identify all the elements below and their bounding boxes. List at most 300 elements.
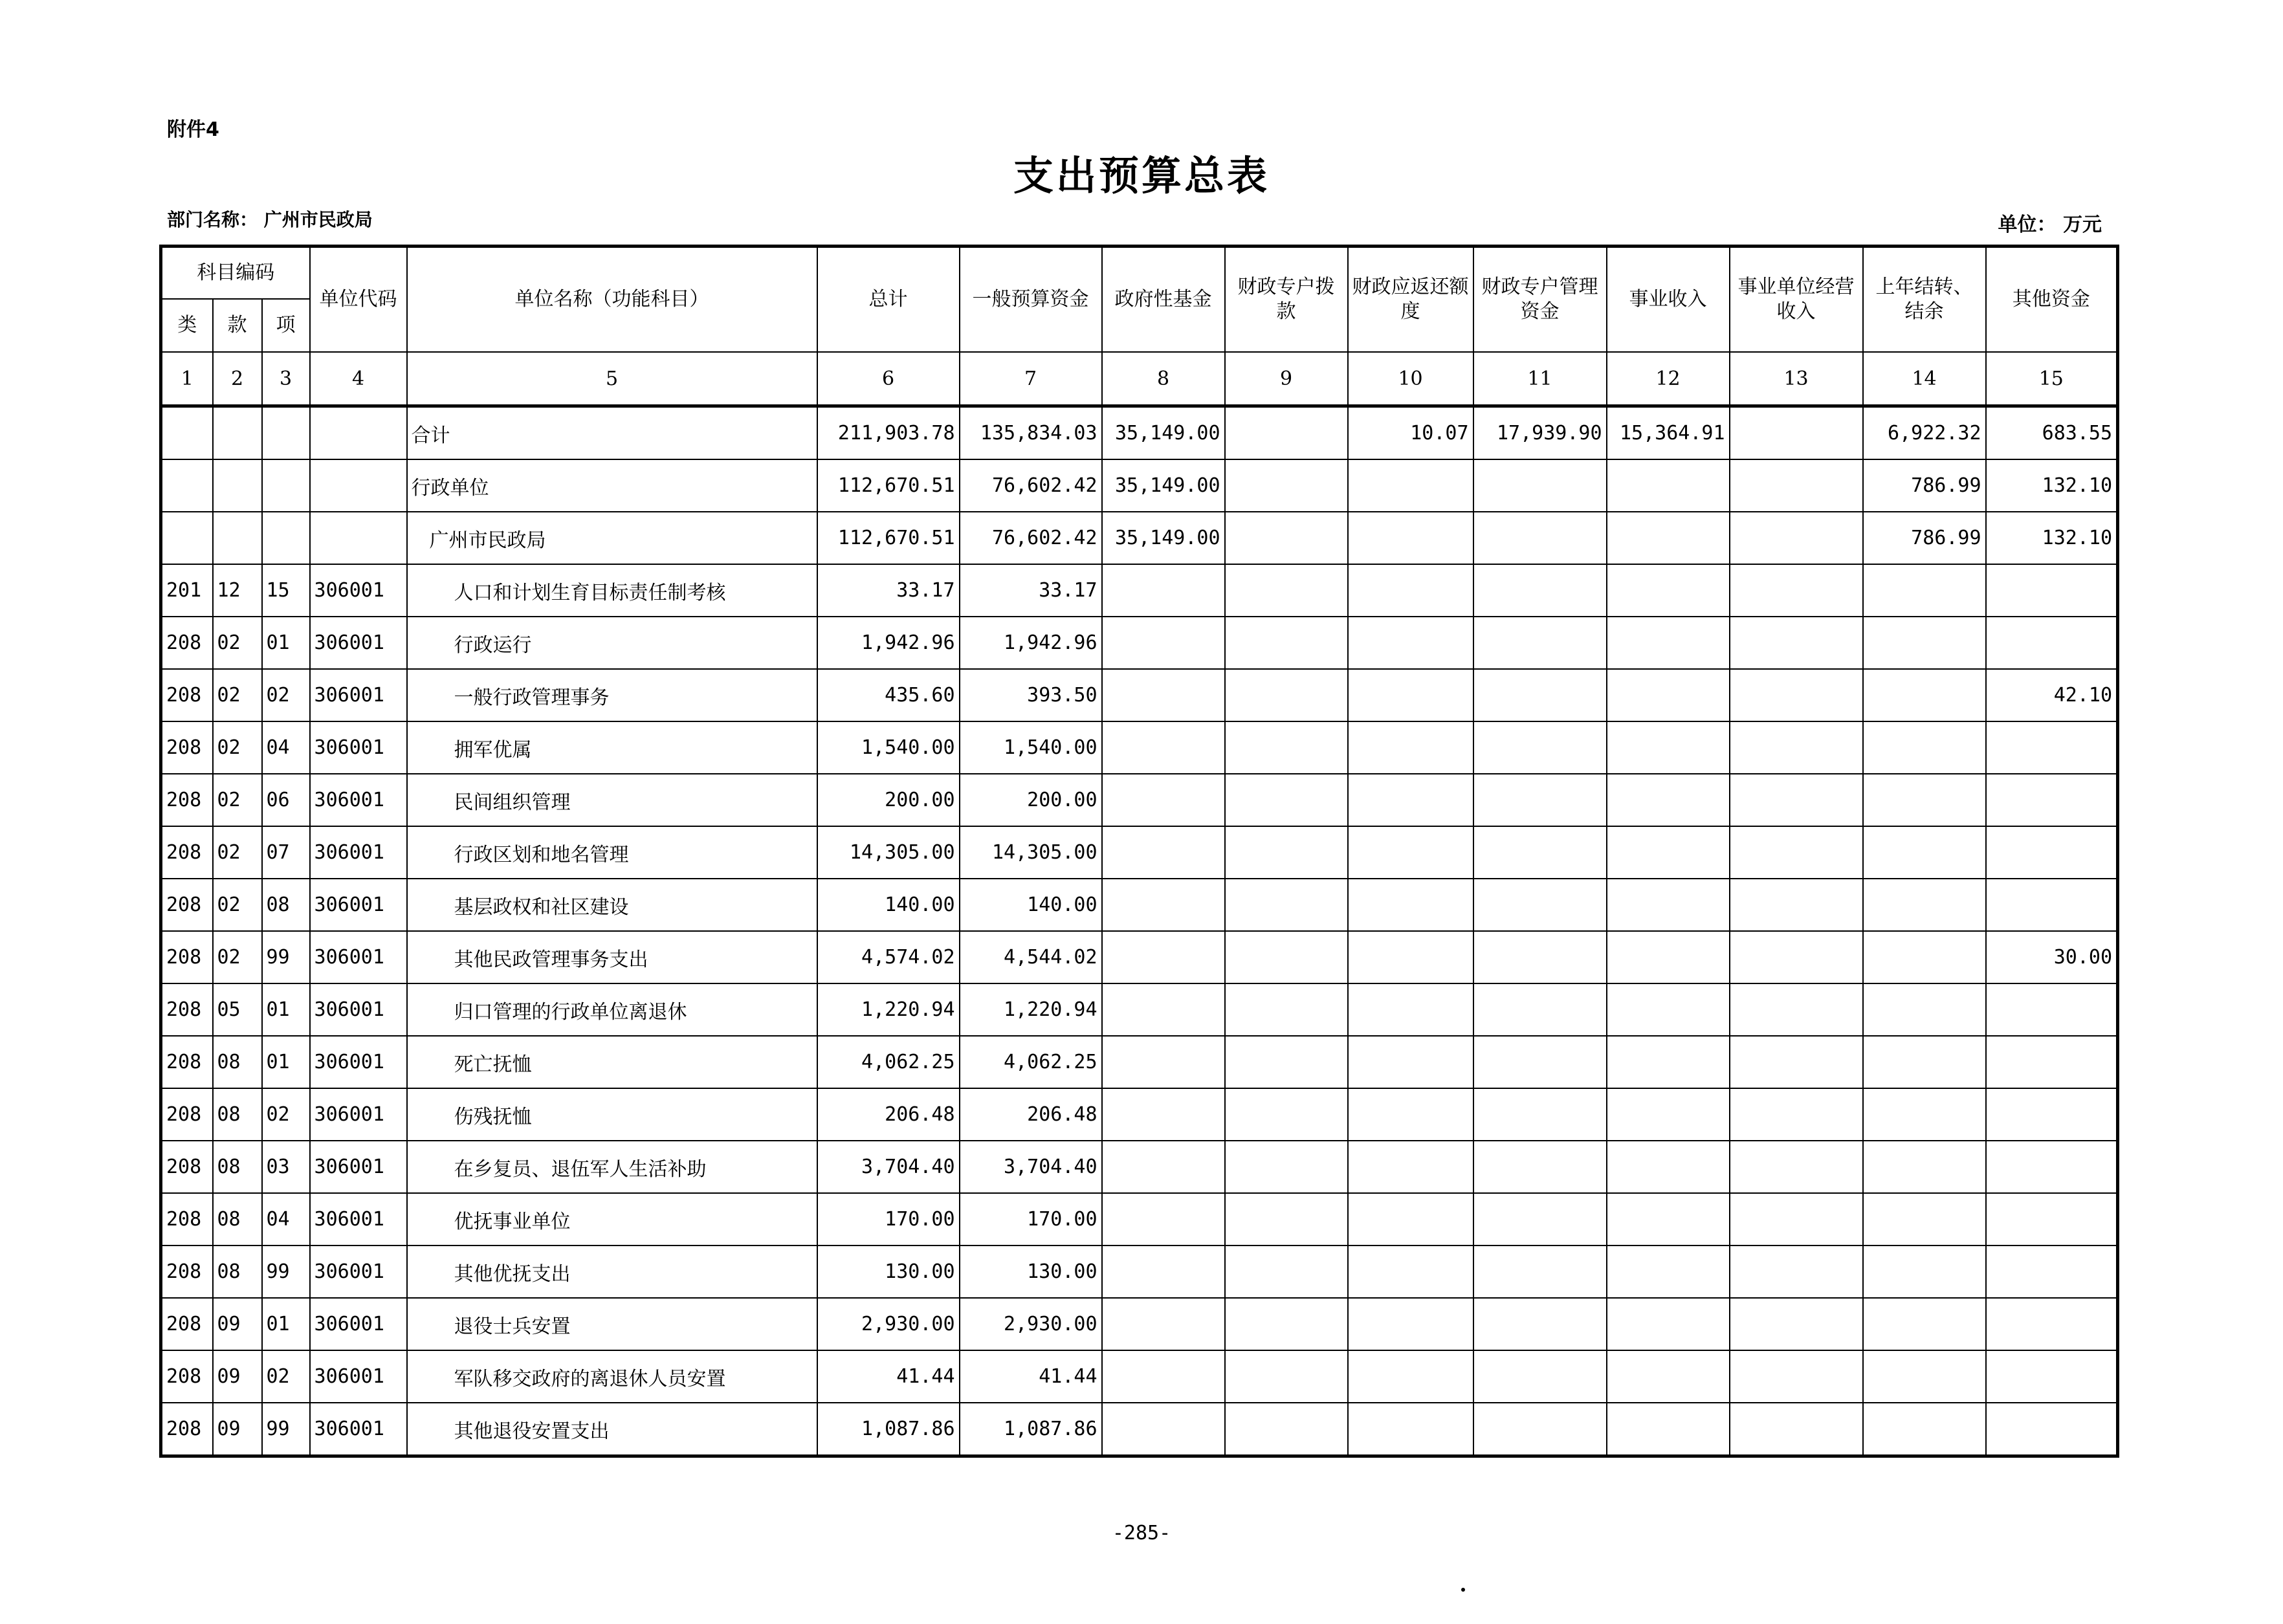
cell-fiscal-special-mgmt	[1473, 1298, 1607, 1350]
cell-operating-income	[1730, 879, 1863, 931]
cell-carryover	[1863, 1403, 1986, 1456]
cell-fiscal-special	[1225, 1193, 1348, 1245]
cell-fiscal-special-mgmt	[1473, 669, 1607, 721]
cell-kuan: 02	[213, 617, 262, 669]
table-row	[161, 564, 2118, 617]
cell-carryover: 786.99	[1863, 512, 1986, 564]
cell-total: 200.00	[817, 774, 960, 826]
cell-general-budget: 393.50	[960, 669, 1102, 721]
cell-other-funds: 132.10	[1986, 459, 2118, 512]
cell-xiang: 02	[262, 1350, 310, 1403]
cell-carryover	[1863, 669, 1986, 721]
cell-general-budget: 2,930.00	[960, 1298, 1102, 1350]
cell-other-funds	[1986, 1298, 2118, 1350]
cell-business-income	[1607, 879, 1730, 931]
cell-carryover	[1863, 564, 1986, 617]
cell-operating-income	[1730, 721, 1863, 774]
cell-general-budget: 206.48	[960, 1088, 1102, 1141]
cell-operating-income	[1730, 1298, 1863, 1350]
cell-gov-fund	[1102, 1245, 1225, 1298]
cell-business-income	[1607, 1141, 1730, 1193]
table-row	[161, 721, 2118, 774]
cell-lei: 208	[161, 931, 213, 983]
cell-lei	[161, 512, 213, 564]
cell-xiang	[262, 459, 310, 512]
cell-operating-income	[1730, 1141, 1863, 1193]
cell-general-budget: 140.00	[960, 879, 1102, 931]
cell-xiang: 06	[262, 774, 310, 826]
page-number: -285-	[1112, 1522, 1171, 1544]
table-row	[161, 617, 2118, 669]
cell-business-income	[1607, 1350, 1730, 1403]
table-body	[161, 406, 2118, 1456]
cell-xiang: 04	[262, 721, 310, 774]
column-index: 9	[1225, 352, 1348, 406]
cell-fiscal-special-mgmt	[1473, 879, 1607, 931]
cell-total: 112,670.51	[817, 512, 960, 564]
cell-unit-name: 优抚事业单位	[407, 1193, 817, 1245]
cell-fiscal-special-mgmt	[1473, 617, 1607, 669]
column-index-row	[161, 352, 2118, 406]
cell-lei: 208	[161, 1403, 213, 1456]
cell-gov-fund	[1102, 669, 1225, 721]
cell-other-funds	[1986, 1141, 2118, 1193]
cell-other-funds	[1986, 721, 2118, 774]
cell-general-budget: 200.00	[960, 774, 1102, 826]
cell-carryover	[1863, 1193, 1986, 1245]
cell-other-funds	[1986, 774, 2118, 826]
header-gov-fund: 政府性基金	[1102, 247, 1225, 353]
column-index: 4	[310, 352, 407, 406]
cell-gov-fund	[1102, 1403, 1225, 1456]
cell-unit-code: 306001	[310, 1141, 407, 1193]
cell-gov-fund	[1102, 1036, 1225, 1088]
cell-fiscal-special-mgmt	[1473, 983, 1607, 1036]
cell-fiscal-special-mgmt	[1473, 1036, 1607, 1088]
cell-lei: 208	[161, 1193, 213, 1245]
cell-kuan: 05	[213, 983, 262, 1036]
cell-business-income	[1607, 826, 1730, 879]
header-business-income: 事业收入	[1607, 247, 1730, 353]
cell-other-funds	[1986, 617, 2118, 669]
column-index: 13	[1730, 352, 1863, 406]
cell-business-income	[1607, 564, 1730, 617]
cell-business-income	[1607, 1088, 1730, 1141]
cell-fiscal-special	[1225, 1036, 1348, 1088]
cell-unit-code: 306001	[310, 931, 407, 983]
cell-business-income	[1607, 1245, 1730, 1298]
cell-gov-fund	[1102, 564, 1225, 617]
cell-general-budget: 1,540.00	[960, 721, 1102, 774]
cell-fiscal-return	[1348, 1036, 1473, 1088]
header-lei: 类	[161, 299, 213, 352]
column-index: 15	[1986, 352, 2118, 406]
cell-fiscal-special-mgmt	[1473, 459, 1607, 512]
cell-unit-code: 306001	[310, 1245, 407, 1298]
cell-fiscal-return	[1348, 774, 1473, 826]
cell-kuan: 02	[213, 721, 262, 774]
cell-business-income	[1607, 617, 1730, 669]
column-index: 1	[161, 352, 213, 406]
cell-fiscal-return	[1348, 1403, 1473, 1456]
cell-other-funds	[1986, 1350, 2118, 1403]
header-carryover: 上年结转、结余	[1863, 247, 1986, 353]
column-index: 11	[1473, 352, 1607, 406]
cell-unit-code	[310, 406, 407, 460]
cell-other-funds	[1986, 1088, 2118, 1141]
cell-total: 1,942.96	[817, 617, 960, 669]
cell-fiscal-return	[1348, 617, 1473, 669]
cell-lei: 208	[161, 617, 213, 669]
cell-total: 140.00	[817, 879, 960, 931]
cell-kuan: 02	[213, 931, 262, 983]
table-row	[161, 512, 2118, 564]
cell-unit-code: 306001	[310, 774, 407, 826]
table-row	[161, 459, 2118, 512]
cell-fiscal-return	[1348, 564, 1473, 617]
cell-gov-fund	[1102, 617, 1225, 669]
cell-gov-fund	[1102, 774, 1225, 826]
cell-unit-code: 306001	[310, 983, 407, 1036]
cell-fiscal-special	[1225, 879, 1348, 931]
cell-business-income	[1607, 459, 1730, 512]
cell-gov-fund	[1102, 983, 1225, 1036]
cell-unit-code: 306001	[310, 721, 407, 774]
cell-kuan: 08	[213, 1088, 262, 1141]
cell-lei: 208	[161, 721, 213, 774]
cell-general-budget: 170.00	[960, 1193, 1102, 1245]
cell-lei: 208	[161, 1245, 213, 1298]
cell-carryover	[1863, 721, 1986, 774]
cell-other-funds	[1986, 826, 2118, 879]
cell-fiscal-special	[1225, 774, 1348, 826]
cell-unit-name: 行政单位	[407, 459, 817, 512]
cell-lei: 208	[161, 1350, 213, 1403]
cell-other-funds	[1986, 1403, 2118, 1456]
cell-carryover	[1863, 1245, 1986, 1298]
cell-xiang: 01	[262, 983, 310, 1036]
cell-unit-code	[310, 512, 407, 564]
cell-total: 211,903.78	[817, 406, 960, 460]
table-row	[161, 1036, 2118, 1088]
cell-unit-name: 死亡抚恤	[407, 1036, 817, 1088]
cell-fiscal-special-mgmt	[1473, 774, 1607, 826]
table-row	[161, 826, 2118, 879]
cell-business-income	[1607, 1298, 1730, 1350]
cell-fiscal-return	[1348, 931, 1473, 983]
cell-fiscal-special-mgmt	[1473, 1141, 1607, 1193]
cell-xiang	[262, 406, 310, 460]
cell-operating-income	[1730, 983, 1863, 1036]
cell-xiang: 01	[262, 1036, 310, 1088]
header-kuan: 款	[213, 299, 262, 352]
cell-fiscal-return	[1348, 1193, 1473, 1245]
cell-business-income	[1607, 1036, 1730, 1088]
department-label: 部门名称： 广州市民政局	[167, 209, 373, 230]
cell-fiscal-special	[1225, 1245, 1348, 1298]
cell-fiscal-special	[1225, 1403, 1348, 1456]
cell-business-income	[1607, 1193, 1730, 1245]
cell-gov-fund	[1102, 1350, 1225, 1403]
cell-general-budget: 33.17	[960, 564, 1102, 617]
cell-fiscal-special-mgmt	[1473, 564, 1607, 617]
cell-fiscal-special	[1225, 1350, 1348, 1403]
column-index: 7	[960, 352, 1102, 406]
cell-gov-fund: 35,149.00	[1102, 459, 1225, 512]
cell-lei: 208	[161, 1298, 213, 1350]
cell-business-income	[1607, 774, 1730, 826]
cell-kuan: 02	[213, 879, 262, 931]
cell-kuan	[213, 512, 262, 564]
cell-fiscal-special-mgmt	[1473, 1193, 1607, 1245]
cell-total: 1,220.94	[817, 983, 960, 1036]
header-unit-code: 单位代码	[310, 247, 407, 353]
cell-xiang: 01	[262, 1298, 310, 1350]
header-subject-code: 科目编码	[161, 247, 310, 300]
cell-lei: 208	[161, 1141, 213, 1193]
cell-unit-name: 其他退役安置支出	[407, 1403, 817, 1456]
cell-lei	[161, 406, 213, 460]
cell-fiscal-special-mgmt	[1473, 512, 1607, 564]
cell-other-funds	[1986, 564, 2118, 617]
table-row	[161, 931, 2118, 983]
cell-unit-name: 人口和计划生育目标责任制考核	[407, 564, 817, 617]
cell-gov-fund	[1102, 1298, 1225, 1350]
cell-business-income	[1607, 931, 1730, 983]
table-row	[161, 1193, 2118, 1245]
cell-unit-name: 军队移交政府的离退休人员安置	[407, 1350, 817, 1403]
table-row	[161, 406, 2118, 460]
cell-general-budget: 76,602.42	[960, 459, 1102, 512]
cell-total: 14,305.00	[817, 826, 960, 879]
cell-xiang: 02	[262, 1088, 310, 1141]
table-row	[161, 1403, 2118, 1456]
cell-total: 1,087.86	[817, 1403, 960, 1456]
header-xiang: 项	[262, 299, 310, 352]
cell-unit-code: 306001	[310, 1036, 407, 1088]
column-index: 14	[1863, 352, 1986, 406]
cell-fiscal-special-mgmt	[1473, 1088, 1607, 1141]
cell-xiang: 02	[262, 669, 310, 721]
cell-carryover	[1863, 931, 1986, 983]
table-row	[161, 669, 2118, 721]
cell-fiscal-return	[1348, 1298, 1473, 1350]
cell-fiscal-return	[1348, 459, 1473, 512]
cell-fiscal-return	[1348, 1088, 1473, 1141]
cell-unit-code	[310, 459, 407, 512]
cell-xiang: 99	[262, 1403, 310, 1456]
table-row	[161, 1088, 2118, 1141]
cell-other-funds	[1986, 983, 2118, 1036]
cell-fiscal-special-mgmt: 17,939.90	[1473, 406, 1607, 460]
cell-gov-fund	[1102, 1193, 1225, 1245]
column-index: 3	[262, 352, 310, 406]
cell-business-income	[1607, 1403, 1730, 1456]
cell-fiscal-special	[1225, 1088, 1348, 1141]
cell-gov-fund	[1102, 931, 1225, 983]
cell-fiscal-return	[1348, 983, 1473, 1036]
header-fiscal-special-mgmt: 财政专户管理资金	[1473, 247, 1607, 353]
cell-other-funds	[1986, 1245, 2118, 1298]
cell-business-income	[1607, 721, 1730, 774]
cell-general-budget: 135,834.03	[960, 406, 1102, 460]
cell-general-budget: 130.00	[960, 1245, 1102, 1298]
cell-unit-name: 行政区划和地名管理	[407, 826, 817, 879]
cell-general-budget: 14,305.00	[960, 826, 1102, 879]
cell-kuan: 02	[213, 774, 262, 826]
header-other-funds: 其他资金	[1986, 247, 2118, 353]
cell-fiscal-special	[1225, 983, 1348, 1036]
table-row	[161, 1245, 2118, 1298]
cell-fiscal-return	[1348, 1245, 1473, 1298]
cell-operating-income	[1730, 826, 1863, 879]
table-row	[161, 1298, 2118, 1350]
cell-carryover	[1863, 617, 1986, 669]
cell-operating-income	[1730, 512, 1863, 564]
cell-fiscal-special	[1225, 1298, 1348, 1350]
cell-unit-name: 合计	[407, 406, 817, 460]
cell-xiang: 01	[262, 617, 310, 669]
cell-general-budget: 41.44	[960, 1350, 1102, 1403]
cell-operating-income	[1730, 617, 1863, 669]
cell-operating-income	[1730, 669, 1863, 721]
cell-lei: 201	[161, 564, 213, 617]
cell-kuan: 09	[213, 1403, 262, 1456]
cell-general-budget: 1,087.86	[960, 1403, 1102, 1456]
cell-fiscal-special	[1225, 826, 1348, 879]
cell-fiscal-return: 10.07	[1348, 406, 1473, 460]
cell-fiscal-special	[1225, 512, 1348, 564]
cell-xiang	[262, 512, 310, 564]
cell-lei: 208	[161, 669, 213, 721]
cell-operating-income	[1730, 931, 1863, 983]
cell-kuan: 02	[213, 826, 262, 879]
cell-unit-name: 退役士兵安置	[407, 1298, 817, 1350]
cell-carryover	[1863, 1036, 1986, 1088]
cell-lei: 208	[161, 983, 213, 1036]
cell-fiscal-return	[1348, 721, 1473, 774]
cell-unit-code: 306001	[310, 1298, 407, 1350]
header-fiscal-return: 财政应返还额度	[1348, 247, 1473, 353]
cell-other-funds: 683.55	[1986, 406, 2118, 460]
cell-operating-income	[1730, 459, 1863, 512]
cell-fiscal-special-mgmt	[1473, 1403, 1607, 1456]
cell-total: 4,062.25	[817, 1036, 960, 1088]
cell-fiscal-return	[1348, 1141, 1473, 1193]
cell-fiscal-special	[1225, 669, 1348, 721]
table-row	[161, 983, 2118, 1036]
cell-unit-name: 行政运行	[407, 617, 817, 669]
budget-table	[159, 245, 2119, 1458]
cell-carryover: 6,922.32	[1863, 406, 1986, 460]
scan-speck	[1461, 1588, 1465, 1592]
cell-xiang: 04	[262, 1193, 310, 1245]
cell-total: 33.17	[817, 564, 960, 617]
cell-operating-income	[1730, 774, 1863, 826]
cell-general-budget: 3,704.40	[960, 1141, 1102, 1193]
cell-kuan: 09	[213, 1298, 262, 1350]
cell-operating-income	[1730, 1403, 1863, 1456]
cell-fiscal-special-mgmt	[1473, 1245, 1607, 1298]
cell-lei: 208	[161, 826, 213, 879]
cell-fiscal-return	[1348, 1350, 1473, 1403]
cell-carryover	[1863, 1088, 1986, 1141]
cell-lei: 208	[161, 774, 213, 826]
cell-business-income	[1607, 669, 1730, 721]
column-index: 5	[407, 352, 817, 406]
cell-unit-code: 306001	[310, 1350, 407, 1403]
cell-unit-code: 306001	[310, 1088, 407, 1141]
cell-operating-income	[1730, 1088, 1863, 1141]
cell-unit-name: 拥军优属	[407, 721, 817, 774]
cell-fiscal-special-mgmt	[1473, 1350, 1607, 1403]
cell-fiscal-special	[1225, 1141, 1348, 1193]
cell-kuan	[213, 406, 262, 460]
cell-fiscal-special	[1225, 406, 1348, 460]
cell-unit-name: 民间组织管理	[407, 774, 817, 826]
header-unit-name: 单位名称（功能科目）	[407, 247, 817, 353]
cell-carryover	[1863, 1298, 1986, 1350]
cell-unit-name: 伤残抚恤	[407, 1088, 817, 1141]
cell-xiang: 99	[262, 1245, 310, 1298]
cell-other-funds: 132.10	[1986, 512, 2118, 564]
cell-unit-code: 306001	[310, 826, 407, 879]
cell-general-budget: 1,942.96	[960, 617, 1102, 669]
cell-kuan	[213, 459, 262, 512]
cell-kuan: 02	[213, 669, 262, 721]
cell-other-funds	[1986, 1193, 2118, 1245]
cell-fiscal-return	[1348, 512, 1473, 564]
cell-xiang: 08	[262, 879, 310, 931]
cell-kuan: 12	[213, 564, 262, 617]
cell-business-income	[1607, 983, 1730, 1036]
cell-total: 41.44	[817, 1350, 960, 1403]
cell-operating-income	[1730, 1193, 1863, 1245]
cell-general-budget: 1,220.94	[960, 983, 1102, 1036]
cell-carryover	[1863, 1141, 1986, 1193]
cell-carryover	[1863, 879, 1986, 931]
cell-unit-name: 基层政权和社区建设	[407, 879, 817, 931]
table-row	[161, 774, 2118, 826]
cell-operating-income	[1730, 1245, 1863, 1298]
cell-other-funds: 42.10	[1986, 669, 2118, 721]
cell-kuan: 09	[213, 1350, 262, 1403]
cell-total: 3,704.40	[817, 1141, 960, 1193]
cell-operating-income	[1730, 406, 1863, 460]
table-row	[161, 1350, 2118, 1403]
cell-unit-name: 归口管理的行政单位离退休	[407, 983, 817, 1036]
cell-general-budget: 4,062.25	[960, 1036, 1102, 1088]
cell-kuan: 08	[213, 1193, 262, 1245]
column-index: 12	[1607, 352, 1730, 406]
column-index: 2	[213, 352, 262, 406]
cell-xiang: 99	[262, 931, 310, 983]
cell-carryover	[1863, 826, 1986, 879]
cell-total: 170.00	[817, 1193, 960, 1245]
cell-lei: 208	[161, 879, 213, 931]
cell-unit-code: 306001	[310, 1193, 407, 1245]
cell-gov-fund: 35,149.00	[1102, 512, 1225, 564]
cell-fiscal-special	[1225, 931, 1348, 983]
cell-gov-fund	[1102, 879, 1225, 931]
cell-fiscal-return	[1348, 826, 1473, 879]
cell-carryover: 786.99	[1863, 459, 1986, 512]
cell-business-income	[1607, 512, 1730, 564]
cell-unit-code: 306001	[310, 564, 407, 617]
cell-carryover	[1863, 774, 1986, 826]
table-row	[161, 1141, 2118, 1193]
column-index: 10	[1348, 352, 1473, 406]
